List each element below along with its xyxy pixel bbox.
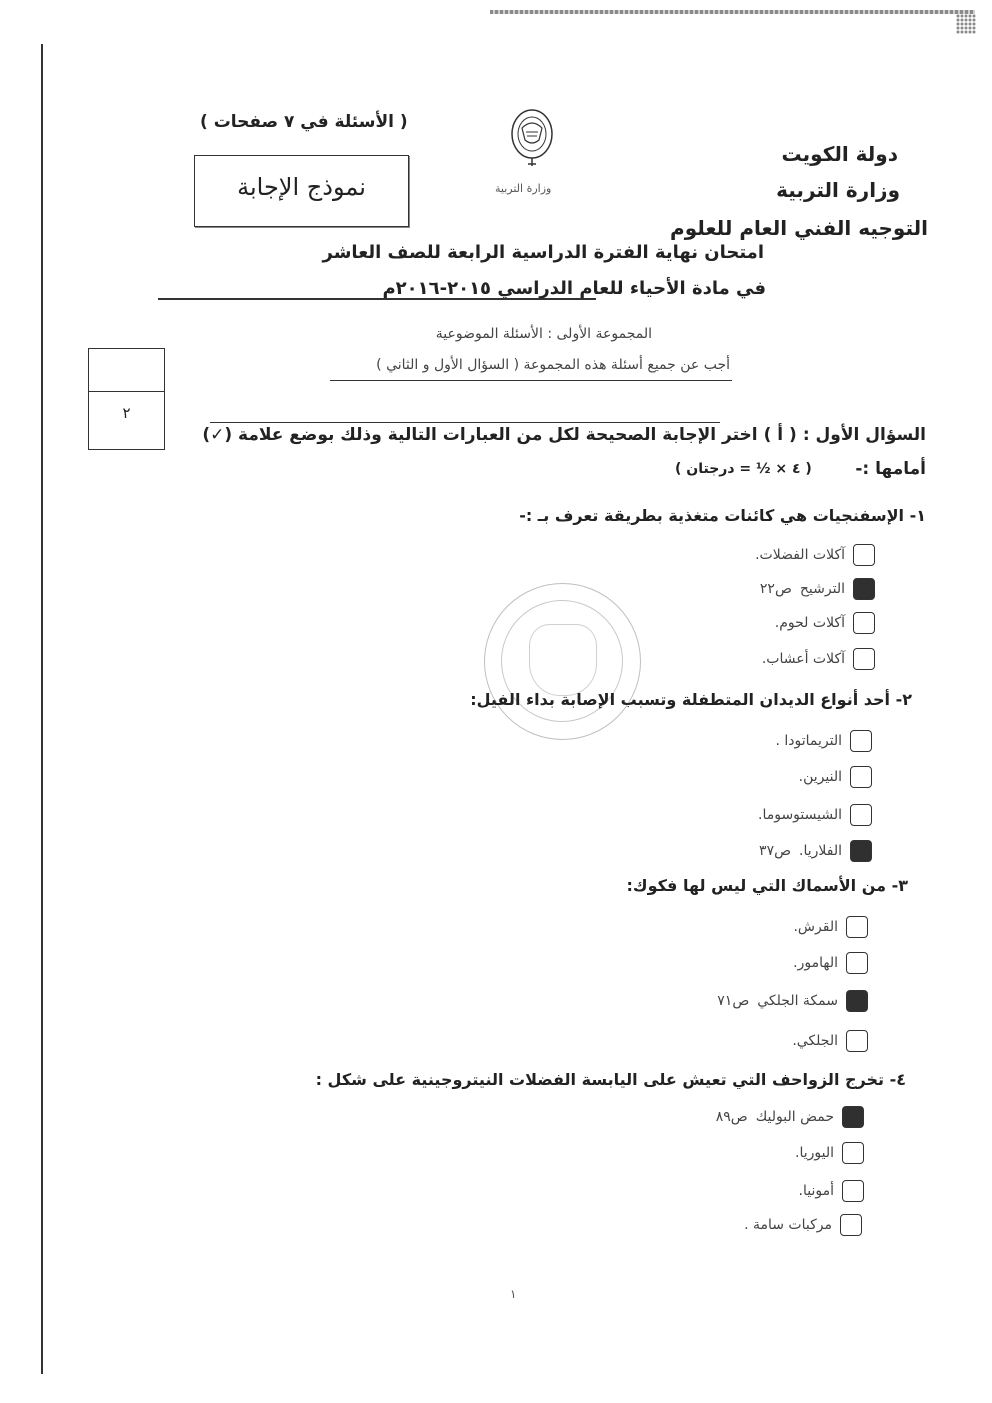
checked-checkbox-icon[interactable] xyxy=(842,1106,864,1128)
emblem-caption: وزارة التربية xyxy=(495,182,552,195)
option-label: النيرين. xyxy=(798,769,842,785)
option-label: الجلكي. xyxy=(792,1033,838,1049)
item4-option-a[interactable] xyxy=(716,1106,864,1128)
item2-option-b[interactable] xyxy=(799,766,872,788)
checkbox-icon[interactable] xyxy=(840,1214,862,1236)
checkbox-icon[interactable] xyxy=(846,1030,868,1052)
checkbox-icon[interactable] xyxy=(850,766,872,788)
group-title: المجموعة الأولى : الأسئلة الموضوعية xyxy=(435,326,652,342)
scan-artifact-corner xyxy=(956,14,976,34)
checkbox-icon[interactable] xyxy=(850,730,872,752)
answer-model-box xyxy=(194,155,409,227)
question1-text: اختر الإجابة الصحيحة لكل من العبارات التالية وذلك بوضع علامة (✓) xyxy=(202,425,758,445)
checked-checkbox-icon[interactable] xyxy=(850,840,872,862)
option-label: الشيستوسوما. xyxy=(758,807,842,823)
question1-marks: ( ٤ × ½ = درجتان ) xyxy=(675,461,812,477)
checked-checkbox-icon[interactable] xyxy=(846,990,868,1012)
item1-option-b[interactable] xyxy=(760,578,875,600)
item3-option-d[interactable] xyxy=(792,1030,868,1052)
answer-model-label: نموذج الإجابة xyxy=(237,173,366,201)
country-name: دولة الكويت xyxy=(781,142,898,166)
option-label: التريماتودا . xyxy=(775,733,842,749)
question1-heading xyxy=(202,425,926,445)
option-label: آكلات الفضلات. xyxy=(755,547,845,563)
option-label: آكلات لحوم. xyxy=(774,615,845,631)
option-label: أمونيا. xyxy=(798,1183,834,1199)
item2-option-d[interactable] xyxy=(759,840,872,862)
checkbox-icon[interactable] xyxy=(842,1142,864,1164)
item3-option-c[interactable] xyxy=(717,990,868,1012)
question1-sub: أمامها :- xyxy=(855,459,926,479)
header-divider xyxy=(158,298,596,300)
question1-part: ( أ ) xyxy=(763,425,797,445)
score-box xyxy=(88,348,165,450)
checkbox-icon[interactable] xyxy=(850,804,872,826)
option-label: سمكة الجلكي xyxy=(757,993,838,1009)
group-instruction: أجب عن جميع أسئلة هذه المجموعة ( السؤال الأول و الثاني ) xyxy=(376,357,730,373)
checkbox-icon[interactable] xyxy=(853,648,875,670)
page-reference: ص٧١ xyxy=(717,993,750,1009)
item3-option-b[interactable] xyxy=(793,952,868,974)
checkbox-icon[interactable] xyxy=(853,612,875,634)
option-label: القرش. xyxy=(793,919,838,935)
item4-stem: ٤- تخرج الزواحف التي تعيش على اليابسة الفضلات النيتروجينية على شكل : xyxy=(315,1070,906,1089)
page-reference: ص٨٩ xyxy=(715,1109,748,1125)
option-label: حمض البوليك xyxy=(755,1109,834,1125)
question1-label: السؤال الأول : xyxy=(802,425,926,445)
score-value: ٢ xyxy=(122,404,131,422)
option-label: مركبات سامة . xyxy=(744,1217,832,1233)
seal-emblem xyxy=(529,624,597,696)
item1-option-c[interactable] xyxy=(775,612,875,634)
official-seal xyxy=(484,583,641,740)
checkbox-icon[interactable] xyxy=(846,916,868,938)
checked-checkbox-icon[interactable] xyxy=(853,578,875,600)
page-number: ١ xyxy=(510,1287,517,1301)
option-label: الفلاريا. xyxy=(799,843,842,859)
item1-option-d[interactable] xyxy=(762,648,875,670)
instruction-underline xyxy=(330,380,732,381)
score-divider xyxy=(89,391,164,392)
item2-option-a[interactable] xyxy=(775,730,872,752)
option-label: الهامور. xyxy=(793,955,838,971)
page-reference: ص٢٢ xyxy=(759,581,792,597)
item4-option-b[interactable] xyxy=(795,1142,864,1164)
checkbox-icon[interactable] xyxy=(853,544,875,566)
pages-note: ( الأسئلة في ٧ صفحات ) xyxy=(200,112,408,132)
item4-option-c[interactable] xyxy=(799,1180,864,1202)
kuwait-emblem-icon xyxy=(509,106,555,168)
option-label: اليوريا. xyxy=(795,1145,834,1161)
checkbox-icon[interactable] xyxy=(842,1180,864,1202)
item2-stem: ٢- أحد أنواع الديدان المتطفلة وتسبب الإصابة بداء الفيل: xyxy=(470,690,912,709)
page-reference: ص٣٧ xyxy=(759,843,792,859)
option-label: آكلات أعشاب. xyxy=(761,651,845,667)
scan-artifact-top xyxy=(490,10,975,14)
item3-option-a[interactable] xyxy=(793,916,868,938)
question1-underline xyxy=(210,422,720,423)
checkbox-icon[interactable] xyxy=(846,952,868,974)
margin-line xyxy=(41,44,43,1374)
option-label: الترشيح xyxy=(799,581,845,597)
item1-option-a[interactable] xyxy=(755,544,875,566)
department-name: التوجيه الفني العام للعلوم xyxy=(670,216,928,240)
item3-stem: ٣- من الأسماك التي ليس لها فكوك: xyxy=(626,876,908,895)
exam-title: امتحان نهاية الفترة الدراسية الرابعة للصف العاشر xyxy=(322,242,764,263)
item2-option-c[interactable] xyxy=(758,804,872,826)
item4-option-d[interactable] xyxy=(744,1214,862,1236)
subject-line: في مادة الأحياء للعام الدراسي ٢٠١٥-٢٠١٦م xyxy=(382,278,766,299)
item1-stem: ١- الإسفنجيات هي كائنات متغذية بطريقة تعرف بـ :- xyxy=(519,506,926,525)
ministry-name: وزارة التربية xyxy=(776,178,900,202)
